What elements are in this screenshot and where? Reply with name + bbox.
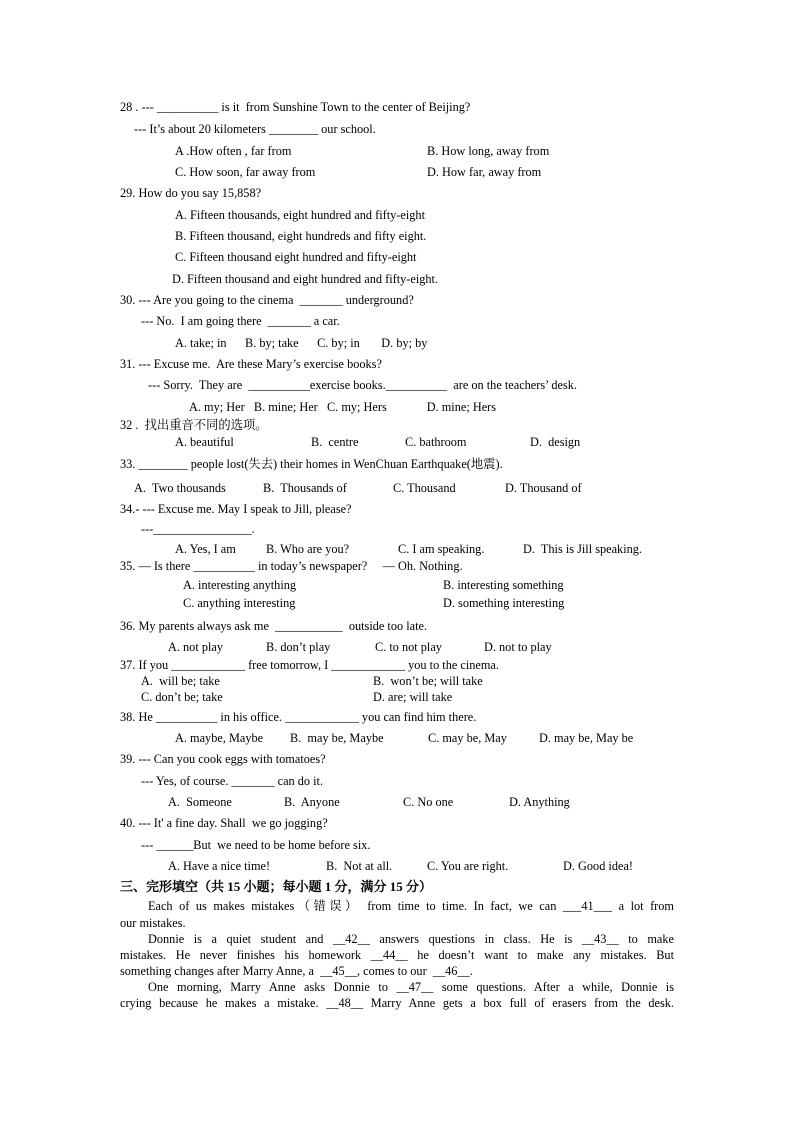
question-40-option-a: A. Have a nice time! — [168, 859, 271, 873]
question-38-option-b: B. may be, Maybe — [290, 731, 384, 745]
question-36-stem: 36. My parents always ask me ___________ outside too late. — [120, 619, 428, 633]
question-29-stem: 29. How do you say 15,858? — [120, 186, 262, 200]
question-29-option-d: D. Fifteen thousand and eight hundred and fifty-eight. — [172, 272, 439, 286]
passage-line: our mistakes. — [120, 916, 186, 930]
question-34-reply: ---________________. — [141, 522, 255, 536]
question-33-option-c: C. Thousand — [393, 481, 456, 495]
question-28-option-c: C. How soon, far away from — [175, 165, 316, 179]
question-32-option-a: A. beautiful — [175, 435, 234, 449]
question-36-option-a: A. not play — [168, 640, 223, 654]
question-34-stem: 34.- --- Excuse me. May I speak to Jill, please? — [120, 502, 352, 516]
question-36-option-b: B. don’t play — [266, 640, 331, 654]
question-29-option-a: A. Fifteen thousands, eight hundred and fifty-eight — [175, 208, 425, 222]
question-33-option-b: B. Thousands of — [263, 481, 347, 495]
question-37-option-d: D. are; will take — [373, 690, 453, 704]
question-35-stem: 35. — Is there __________ in today’s newspaper? — Oh. Nothing. — [120, 559, 463, 573]
question-38-option-d: D. may be, May be — [539, 731, 634, 745]
question-40-option-c: C. You are right. — [427, 859, 509, 873]
question-35-option-a: A. interesting anything — [183, 578, 297, 592]
question-38-option-c: C. may be, May — [428, 731, 507, 745]
passage-line: mistakes. He never finishes his homework __44__ he doesn’t want to make any mistakes. But — [120, 948, 674, 962]
question-40-option-b: B. Not at all. — [326, 859, 393, 873]
question-39-option-b: B. Anyone — [284, 795, 340, 809]
question-39-reply: --- Yes, of course. _______ can do it. — [141, 774, 324, 788]
question-28-stem: 28 . --- __________ is it from Sunshine Town to the center of Beijing? — [120, 100, 471, 114]
question-31-stem: 31. --- Excuse me. Are these Mary’s exercise books? — [120, 357, 382, 371]
question-39-stem: 39. --- Can you cook eggs with tomatoes? — [120, 752, 326, 766]
question-35-option-d: D. something interesting — [443, 596, 565, 610]
question-34-option-c: C. I am speaking. — [398, 542, 485, 556]
question-37-option-c: C. don’t be; take — [141, 690, 223, 704]
question-39-option-a: A. Someone — [168, 795, 232, 809]
question-32-option-b: B. centre — [311, 435, 359, 449]
passage-line: crying because he makes a mistake. __48__ Marry Anne gets a box full of erasers from the desk. — [120, 996, 674, 1010]
question-40-option-d: D. Good idea! — [563, 859, 634, 873]
question-33-option-d: D. Thousand of — [505, 481, 582, 495]
question-28-option-a: A .How often , far from — [175, 144, 292, 158]
question-40-reply: --- ______But we need to be home before six. — [141, 838, 371, 852]
question-28-reply: --- It’s about 20 kilometers ________ our school. — [134, 122, 376, 136]
question-31-options: A. my; Her B. mine; Her C. my; Hers D. mine; Hers — [189, 400, 497, 414]
section-heading: 三、完形填空（共 15 小题；每小题 1 分，满分 15 分） — [120, 879, 433, 894]
question-37-stem: 37. If you ____________ free tomorrow, I ____________ you to the cinema. — [120, 658, 499, 672]
question-36-option-d: D. not to play — [484, 640, 552, 654]
question-28-option-d: D. How far, away from — [427, 165, 542, 179]
question-33-option-a: A. Two thousands — [134, 481, 226, 495]
question-28-option-b: B. How long, away from — [427, 144, 550, 158]
question-37-option-b: B. won’t be; will take — [373, 674, 483, 688]
question-29-option-b: B. Fifteen thousand, eight hundreds and fifty eight. — [175, 229, 427, 243]
question-37-option-a: A. will be; take — [141, 674, 220, 688]
question-29-option-c: C. Fifteen thousand eight hundred and fifty-eight — [175, 250, 417, 264]
question-34-option-b: B. Who are you? — [266, 542, 350, 556]
question-32-stem: 32 . 找出重音不同的选项。 — [120, 418, 268, 432]
passage-line: One morning, Marry Anne asks Donnie to __47__ some questions. After a while, Donnie is — [148, 980, 674, 994]
question-31-reply: --- Sorry. They are __________exercise books.__________ are on the teachers’ desk. — [148, 378, 578, 392]
question-39-option-c: C. No one — [403, 795, 454, 809]
passage-line: Each of us makes mistakes（错误） from time to time. In fact, we can ___41___ a lot from — [148, 899, 674, 913]
question-38-stem: 38. He __________ in his office. ____________ you can find him there. — [120, 710, 477, 724]
question-39-option-d: D. Anything — [509, 795, 570, 809]
question-32-option-c: C. bathroom — [405, 435, 467, 449]
question-30-reply: --- No. I am going there _______ a car. — [141, 314, 340, 328]
passage-line: Donnie is a quiet student and __42__ answers questions in class. He is __43__ to make — [148, 932, 674, 946]
question-30-stem: 30. --- Are you going to the cinema _______ underground? — [120, 293, 414, 307]
question-34-option-a: A. Yes, I am — [175, 542, 236, 556]
question-36-option-c: C. to not play — [375, 640, 442, 654]
question-35-option-c: C. anything interesting — [183, 596, 296, 610]
question-32-option-d: D. design — [530, 435, 581, 449]
question-40-stem: 40. --- It' a fine day. Shall we go jogging? — [120, 816, 328, 830]
question-38-option-a: A. maybe, Maybe — [175, 731, 264, 745]
passage-line: something changes after Marry Anne, a __45__, comes to our __46__. — [120, 964, 473, 978]
question-34-option-d: D. This is Jill speaking. — [523, 542, 642, 556]
question-33-stem: 33. ________ people lost(失去) their homes in WenChuan Earthquake(地震). — [120, 457, 503, 471]
question-30-options: A. take; in B. by; take C. by; in D. by; by — [175, 336, 428, 350]
question-35-option-b: B. interesting something — [443, 578, 564, 592]
